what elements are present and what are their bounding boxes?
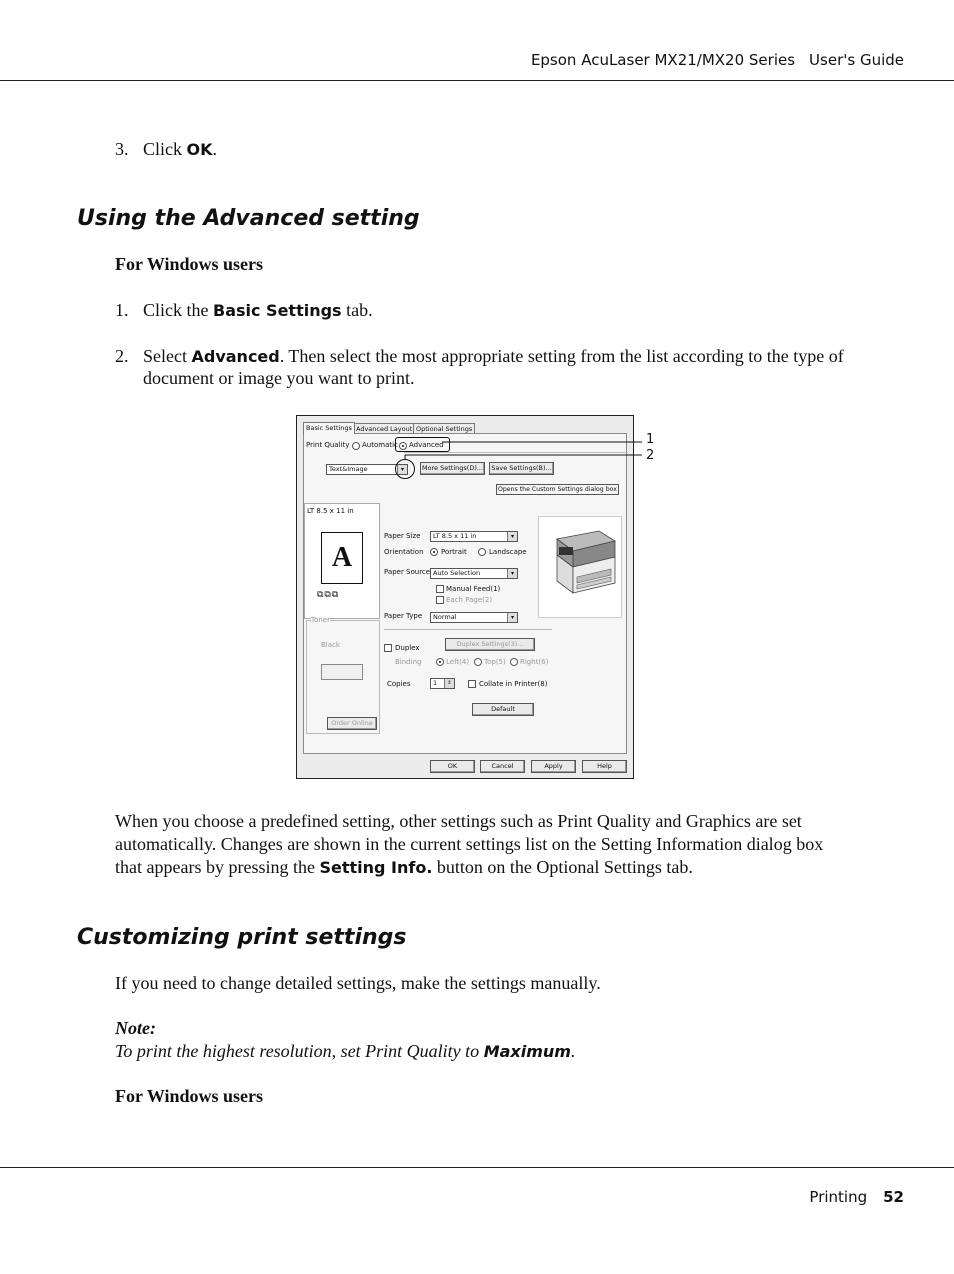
- header-product: Epson AcuLaser MX21/MX20 Series: [530, 51, 796, 69]
- binding-top-radio[interactable]: [474, 658, 482, 666]
- basic-settings-panel: [303, 433, 627, 754]
- note-bold: Maximum: [483, 1042, 571, 1061]
- black-label: Black: [321, 641, 340, 649]
- paper-source-label: Paper Source: [384, 568, 431, 576]
- binding-label: Binding: [395, 658, 422, 666]
- automatic-radio[interactable]: [352, 442, 360, 450]
- section2-intro: If you need to change detailed settings, make the settings manually.: [115, 973, 601, 993]
- toner-level: [321, 664, 363, 680]
- printer-image: [538, 516, 622, 618]
- step-number: 3.: [115, 139, 129, 159]
- order-online-button[interactable]: Order Online: [327, 717, 377, 730]
- tab-basic-settings[interactable]: Basic Settings: [303, 422, 355, 434]
- toner-label: Toner: [311, 616, 330, 624]
- step-text: Select: [143, 346, 192, 366]
- para-line-2: automatically. Changes are shown in the current settings list on the Setting Information dialog box: [115, 834, 824, 854]
- section-title-customizing: Customizing print settings: [77, 925, 407, 950]
- paper-size-select[interactable]: [430, 531, 518, 542]
- para-line-1: When you choose a predefined setting, other settings such as Print Quality and Graphics are set: [115, 811, 802, 831]
- paper-type-select[interactable]: [430, 612, 518, 623]
- note-text: [115, 1040, 575, 1063]
- more-settings-button[interactable]: More Settings(D)...: [420, 462, 485, 475]
- automatic-label: Automatic: [362, 441, 398, 449]
- paper-type-value: Normal: [433, 613, 457, 621]
- toner-group: [306, 616, 380, 734]
- step-text-end: tab.: [341, 300, 373, 320]
- copies-value: 1: [433, 679, 438, 687]
- portrait-radio[interactable]: [430, 548, 438, 556]
- orientation-label: Orientation: [384, 548, 424, 556]
- header-guide: User's Guide: [809, 51, 904, 69]
- binding-right-radio[interactable]: [510, 658, 518, 666]
- para-line-3: [115, 856, 693, 879]
- print-quality-label: Print Quality: [306, 441, 350, 449]
- landscape-radio[interactable]: [478, 548, 486, 556]
- paper-source-select[interactable]: [430, 568, 518, 579]
- collate-checkbox[interactable]: [468, 680, 476, 688]
- page-preview: [304, 503, 380, 619]
- footer-section: Printing: [809, 1188, 868, 1206]
- note-label: Note:: [115, 1018, 156, 1038]
- step-text-end: .: [212, 139, 217, 159]
- step-text-end: . Then select the most appropriate setting from the list according to the type of: [279, 346, 844, 366]
- para-bold: Setting Info.: [319, 858, 433, 877]
- footer-rule: [0, 1167, 954, 1168]
- running-header: [531, 51, 904, 69]
- preview-page: A: [321, 532, 363, 584]
- paper-source-value: Auto Selection: [433, 569, 481, 577]
- spinner-icon: ⇕: [444, 679, 454, 688]
- step-2: [115, 345, 895, 368]
- para-text-end: button on the Optional Settings tab.: [432, 857, 693, 877]
- page-number: 52: [883, 1188, 904, 1206]
- printer-drawing: [539, 517, 621, 617]
- step-bold: Advanced: [191, 347, 280, 366]
- portrait-label: Portrait: [441, 548, 467, 556]
- chevron-down-icon: ▾: [507, 569, 517, 578]
- callout-lines: [400, 430, 660, 470]
- binding-right-label: Right(6): [520, 658, 549, 666]
- tab-advanced-layout[interactable]: Advanced Layout: [353, 423, 415, 434]
- paper-size-label: Paper Size: [384, 532, 421, 540]
- header-rule: [0, 80, 954, 81]
- cancel-button[interactable]: Cancel: [480, 760, 525, 773]
- paper-type-label: Paper Type: [384, 612, 423, 620]
- each-page-checkbox[interactable]: [436, 596, 444, 604]
- step-bold: OK: [186, 140, 213, 159]
- duplex-settings-button[interactable]: Duplex Settings(3)...: [445, 638, 535, 651]
- binding-left-label: Left(4): [446, 658, 470, 666]
- duplex-label: Duplex: [395, 644, 420, 652]
- custom-settings-link[interactable]: Opens the Custom Settings dialog box: [498, 486, 617, 493]
- manual-feed-label: Manual Feed(1): [446, 585, 501, 593]
- tab-optional-settings[interactable]: Optional Settings: [413, 423, 475, 434]
- preview-size: LT 8.5 x 11 in: [307, 507, 354, 515]
- step-text: Click: [143, 139, 187, 159]
- multi-page-icon: ⧉⧉⧉: [317, 590, 340, 600]
- paper-size-value: LT 8.5 x 11 in: [433, 532, 477, 540]
- help-button[interactable]: Help: [582, 760, 627, 773]
- quality-value: Text&Image: [329, 465, 368, 473]
- step-1: [115, 299, 373, 322]
- para-text: that appears by pressing the: [115, 857, 320, 877]
- callout-2: 2: [646, 448, 655, 463]
- note-text-start: To print the highest resolution, set Print Quality to: [115, 1041, 484, 1061]
- copies-label: Copies: [387, 680, 411, 688]
- step-bold: Basic Settings: [213, 301, 342, 320]
- save-settings-button[interactable]: Save Settings(B)...: [489, 462, 554, 475]
- chevron-down-icon: ▾: [507, 613, 517, 622]
- running-footer: [809, 1188, 904, 1206]
- chevron-down-icon: ▾: [397, 465, 407, 474]
- landscape-label: Landscape: [489, 548, 527, 556]
- subhead-windows-2: For Windows users: [115, 1086, 264, 1106]
- manual-feed-checkbox[interactable]: [436, 585, 444, 593]
- binding-left-radio[interactable]: [436, 658, 444, 666]
- chevron-down-icon: ▾: [507, 532, 517, 541]
- callout-1: 1: [646, 432, 655, 447]
- each-page-label: Each Page(2): [446, 596, 493, 604]
- step-text: Click the: [143, 300, 213, 320]
- divider: [384, 629, 552, 630]
- step-2-line2: document or image you want to print.: [143, 368, 415, 388]
- default-button[interactable]: Default: [472, 703, 534, 716]
- step-number: 2.: [115, 346, 129, 366]
- collate-label: Collate in Printer(8): [479, 680, 548, 688]
- apply-button[interactable]: Apply: [531, 760, 576, 773]
- binding-top-label: Top(5): [484, 658, 506, 666]
- note-text-end: .: [570, 1041, 576, 1061]
- duplex-checkbox[interactable]: [384, 644, 392, 652]
- step-number: 1.: [115, 300, 129, 320]
- advanced-label: Advanced: [409, 441, 444, 449]
- step-3: [115, 138, 217, 161]
- section-title-advanced: Using the Advanced setting: [77, 206, 420, 231]
- subhead-windows: For Windows users: [115, 254, 264, 274]
- copies-spinner[interactable]: [430, 678, 455, 689]
- ok-button[interactable]: OK: [430, 760, 475, 773]
